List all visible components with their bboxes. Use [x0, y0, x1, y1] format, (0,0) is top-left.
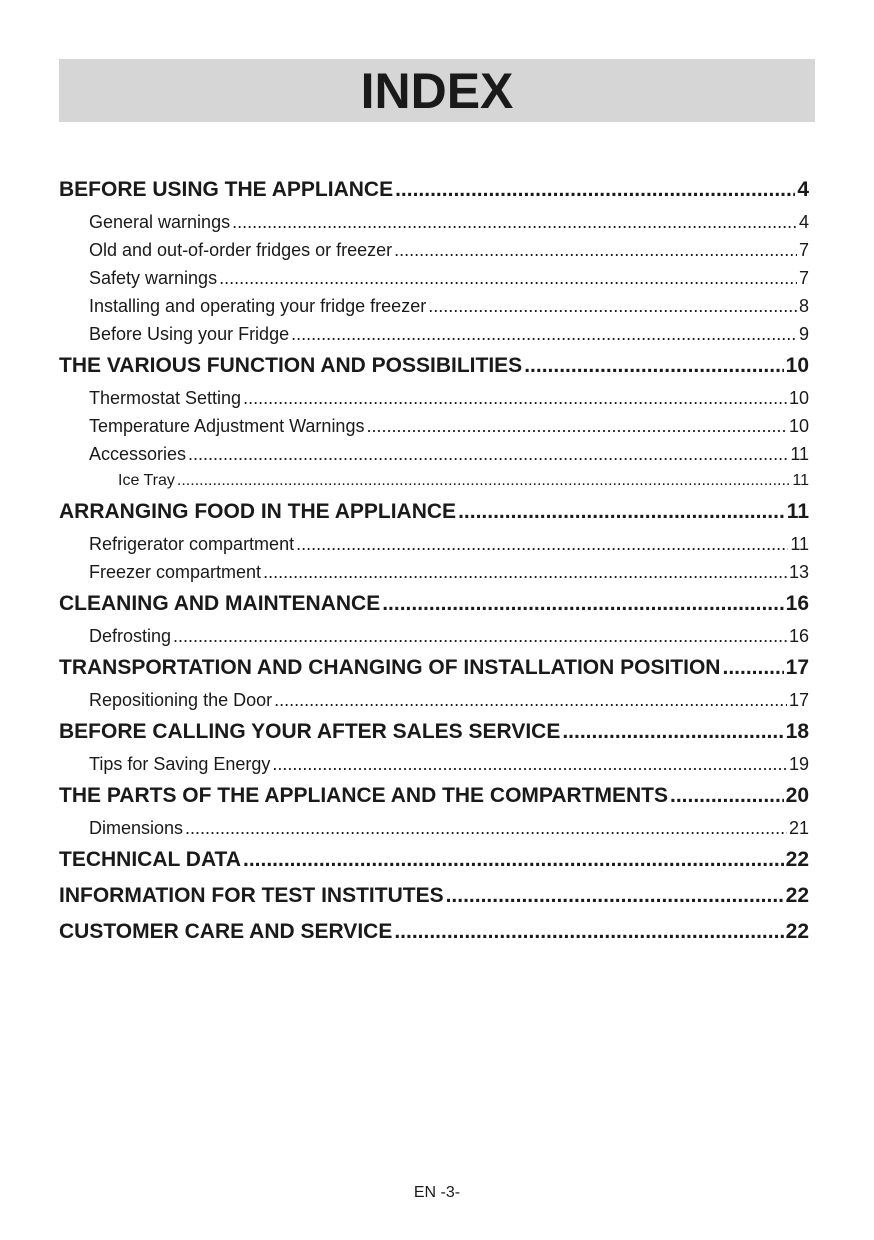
- toc-leader-dots: [428, 292, 797, 320]
- toc-entry-label: Thermostat Setting: [89, 388, 242, 408]
- toc-entry[interactable]: [59, 878, 809, 914]
- toc-entry-label: TRANSPORTATION AND CHANGING OF INSTALLATION POSITION: [59, 656, 721, 679]
- toc-entry-page: 11: [790, 444, 809, 464]
- toc-entry[interactable]: [59, 468, 809, 494]
- toc-entry-label: General warnings: [89, 212, 231, 232]
- toc-entry[interactable]: [59, 558, 809, 586]
- toc-entry[interactable]: [59, 348, 809, 384]
- toc-entry-page: 21: [788, 818, 809, 838]
- toc-leader-dots: [394, 914, 783, 950]
- toc-entry-label: Refrigerator compartment: [89, 534, 295, 554]
- toc-entry-page: 22: [785, 884, 809, 907]
- toc-entry-label: CUSTOMER CARE AND SERVICE: [59, 920, 393, 943]
- toc-leader-dots: [177, 468, 790, 494]
- toc-entry-label: Tips for Saving Energy: [89, 754, 271, 774]
- toc-entry[interactable]: [59, 714, 809, 750]
- toc-entry-page: 22: [785, 848, 809, 871]
- toc-entry-label: Before Using your Fridge: [89, 324, 290, 344]
- toc-leader-dots: [394, 236, 797, 264]
- toc-leader-dots: [263, 558, 787, 586]
- toc-entry-page: 11: [786, 500, 809, 523]
- toc-entry[interactable]: [59, 236, 809, 264]
- toc-entry[interactable]: [59, 292, 809, 320]
- toc-entry-label: TECHNICAL DATA: [59, 848, 241, 871]
- toc-entry[interactable]: [59, 320, 809, 348]
- toc-entry[interactable]: [59, 530, 809, 558]
- toc-entry[interactable]: [59, 914, 809, 950]
- toc-entry-page: 10: [788, 416, 809, 436]
- page-footer: EN -3-: [413, 1184, 461, 1201]
- toc-entry-label: Dimensions: [89, 818, 184, 838]
- toc-leader-dots: [173, 622, 787, 650]
- toc-entry-page: 22: [785, 920, 809, 943]
- toc-entry-page: 11: [790, 534, 809, 554]
- toc-entry[interactable]: [59, 650, 809, 686]
- title-banner: [59, 59, 815, 122]
- toc-entry-label: INFORMATION FOR TEST INSTITUTES: [59, 884, 444, 907]
- toc-leader-dots: [458, 494, 785, 530]
- toc-entry-label: CLEANING AND MAINTENANCE: [59, 592, 381, 615]
- toc-entry-label: Freezer compartment: [89, 562, 262, 582]
- toc-entry-page: 19: [788, 754, 809, 774]
- toc-entry-label: Defrosting: [89, 626, 172, 646]
- toc-leader-dots: [274, 686, 787, 714]
- page-title: INDEX: [360, 62, 514, 119]
- toc-entry-page: 18: [785, 720, 809, 743]
- toc-leader-dots: [722, 650, 783, 686]
- toc-leader-dots: [562, 714, 783, 750]
- toc-entry[interactable]: [59, 208, 809, 236]
- toc-entry-label: BEFORE USING THE APPLIANCE: [59, 178, 394, 201]
- toc-entry[interactable]: [59, 172, 809, 208]
- toc-entry-page: 16: [785, 592, 809, 615]
- toc-entry-page: 11: [792, 472, 809, 489]
- toc-entry-label: Ice Tray: [118, 472, 175, 489]
- toc-entry[interactable]: [59, 750, 809, 778]
- toc-entry[interactable]: [59, 778, 809, 814]
- toc-entry-label: Old and out-of-order fridges or freezer: [89, 240, 393, 260]
- toc-entry-page: 4: [797, 178, 809, 201]
- toc-entry[interactable]: [59, 440, 809, 468]
- toc-leader-dots: [232, 208, 797, 236]
- toc-leader-dots: [219, 264, 797, 292]
- toc-leader-dots: [670, 778, 784, 814]
- toc-entry-page: 17: [788, 690, 809, 710]
- toc-leader-dots: [296, 530, 788, 558]
- toc-entry-page: 10: [785, 354, 809, 377]
- toc-entry-page: 8: [798, 296, 809, 316]
- toc-entry-page: 10: [788, 388, 809, 408]
- toc-entry-label: Accessories: [89, 444, 187, 464]
- toc-leader-dots: [395, 172, 795, 208]
- toc-entry-page: 20: [785, 784, 809, 807]
- toc-leader-dots: [446, 878, 784, 914]
- toc-entry-page: 7: [798, 268, 809, 288]
- toc-entry-label: BEFORE CALLING YOUR AFTER SALES SERVICE: [59, 720, 561, 743]
- toc-entry[interactable]: [59, 494, 809, 530]
- toc-leader-dots: [366, 412, 787, 440]
- toc-entry[interactable]: [59, 384, 809, 412]
- table-of-contents: [59, 172, 809, 950]
- toc-leader-dots: [272, 750, 787, 778]
- toc-entry[interactable]: [59, 842, 809, 878]
- toc-entry[interactable]: [59, 586, 809, 622]
- toc-entry-page: 17: [785, 656, 809, 679]
- toc-leader-dots: [185, 814, 787, 842]
- toc-entry-label: Temperature Adjustment Warnings: [89, 416, 365, 436]
- toc-entry-label: Safety warnings: [89, 268, 218, 288]
- toc-leader-dots: [382, 586, 783, 622]
- toc-leader-dots: [524, 348, 783, 384]
- toc-entry[interactable]: [59, 814, 809, 842]
- toc-entry-label: THE VARIOUS FUNCTION AND POSSIBILITIES: [59, 354, 523, 377]
- toc-leader-dots: [291, 320, 797, 348]
- toc-entry[interactable]: [59, 686, 809, 714]
- toc-entry-label: ARRANGING FOOD IN THE APPLIANCE: [59, 500, 457, 523]
- toc-leader-dots: [243, 384, 787, 412]
- toc-entry-label: Repositioning the Door: [89, 690, 273, 710]
- toc-entry[interactable]: [59, 622, 809, 650]
- toc-entry-label: THE PARTS OF THE APPLIANCE AND THE COMPARTMENTS: [59, 784, 668, 807]
- toc-entry-page: 7: [798, 240, 809, 260]
- toc-entry[interactable]: [59, 412, 809, 440]
- toc-leader-dots: [188, 440, 788, 468]
- toc-entry-label: Installing and operating your fridge freezer: [89, 296, 427, 316]
- toc-leader-dots: [243, 842, 784, 878]
- toc-entry-page: 13: [788, 562, 809, 582]
- toc-entry-page: 9: [798, 324, 809, 344]
- toc-entry-page: 16: [788, 626, 809, 646]
- toc-entry[interactable]: [59, 264, 809, 292]
- toc-entry-page: 4: [798, 212, 809, 232]
